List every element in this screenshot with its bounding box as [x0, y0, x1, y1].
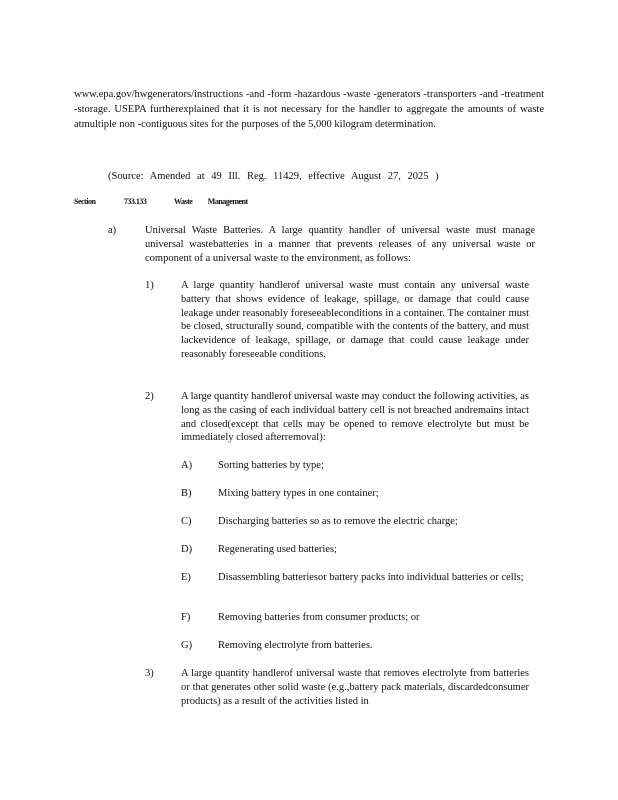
activity-d-text: Regenerating used batteries; — [218, 544, 337, 555]
activity-g-label: G) — [181, 640, 193, 651]
activity-d-label: D) — [181, 544, 193, 555]
activity-a-text: Sorting batteries by type; — [218, 460, 324, 471]
item-3-label: 3) — [145, 668, 154, 679]
section-heading — [74, 196, 248, 207]
activity-b-text: Mixing battery types in one container; — [218, 488, 379, 499]
section-title-word-2: Management — [207, 197, 248, 206]
activity-b-label: B) — [181, 488, 192, 499]
item-2-label: 2) — [145, 391, 154, 402]
subsection-a-label: a) — [108, 225, 117, 236]
activity-a-label: A) — [181, 460, 193, 471]
activity-f-label: F) — [181, 612, 191, 623]
item-3-text: A large quantity handlerof universal waste that removes electrolyte from batteries or that generates other solid waste (e.g.,battery pack materials, discardedconsumer products) as a result of the activities listed in — [181, 668, 529, 707]
activity-f-text: Removing batteries from consumer products; or — [218, 612, 420, 623]
item-1-text: A large quantity handlerof universal waste must contain any universal waste battery that shows evidence of leakage, spillage, or damage that could cause leakage under reasonably foreseeableconditions in a container. The container must be closed, structurally sound, compatible with the contents of the battery, and must lackevidence of leakage, spillage, or damage that could cause leakage under reasonably foreseeable conditions. — [181, 280, 529, 360]
item-1-label: 1) — [145, 280, 154, 291]
activity-c-text: Discharging batteries so as to remove the electric charge; — [218, 516, 458, 527]
activity-g-text: Removing electrolyte from batteries. — [218, 640, 373, 651]
section-label: Section — [74, 197, 96, 206]
subsection-a-text: Universal Waste Batteries. A large quantity handler of universal waste must manage universal wastebatteries in a manner that prevents releases of any universal waste or component of a universal waste to the environment, as follows: — [145, 225, 535, 264]
activity-c-label: C) — [181, 516, 192, 527]
activity-e-label: E) — [181, 572, 191, 583]
intro-paragraph: www.epa.gov/hwgenerators/instructions -and -form -hazardous -waste -generators -transporters -and -treatment -storage. USEPA furtherexplained that it is not necessary for the handler to aggregate the amounts of waste atmultiple non -contiguous sites for the purposes of the 5,000 kilogram determination. — [74, 89, 544, 130]
item-2-text: A large quantity handlerof universal waste may conduct the following activities, as long as the casing of each individual battery cell is not breached andremains intact and closed(except that cells may be opened to remove electrolyte but must be immediately closed afterremoval): — [181, 391, 529, 444]
section-title-word-1: Waste — [173, 197, 193, 206]
source-note: (Source: Amended at 49 Ill. Reg. 11429, effective August 27, 2025 ) — [108, 171, 439, 182]
activity-e-text: Disassembling batteriesor battery packs into individual batteries or cells; — [218, 572, 524, 583]
section-number: 733.133 — [123, 197, 147, 206]
